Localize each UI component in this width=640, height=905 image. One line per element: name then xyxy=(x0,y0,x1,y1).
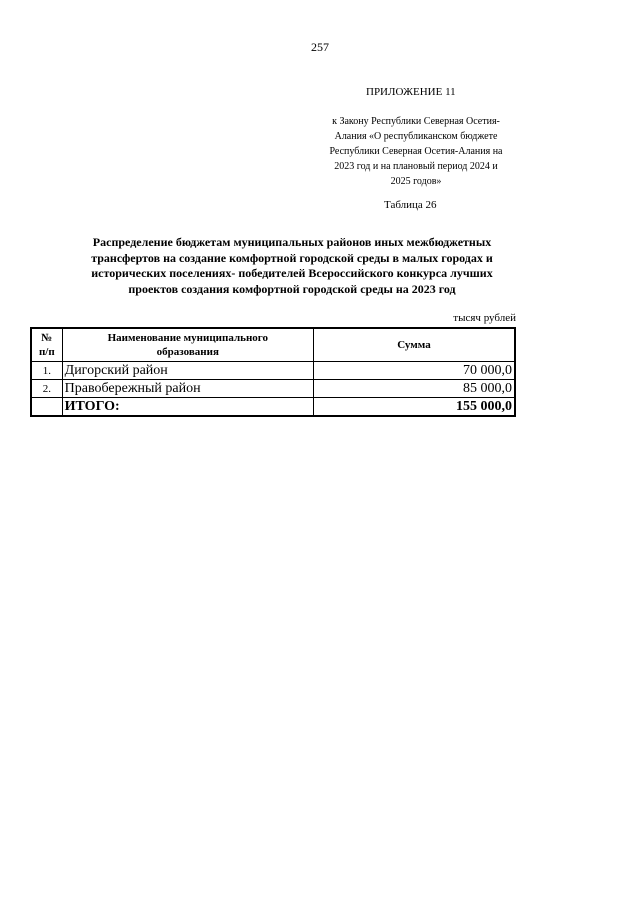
total-number-empty xyxy=(31,398,62,417)
header-municipality xyxy=(62,328,313,362)
appendix-title: ПРИЛОЖЕНИЕ 11 xyxy=(366,86,456,98)
units-label: тысяч рублей xyxy=(453,312,516,324)
row-sum: 85 000,0 xyxy=(313,380,515,398)
page-number: 257 xyxy=(311,40,329,54)
distribution-table xyxy=(30,327,516,417)
document-title-line: проектов создания комфортной городской среды на 2023 год xyxy=(128,281,456,296)
document-title-line: исторических поселениях- победителей Всероссийского конкурса лучших xyxy=(91,266,493,280)
header-municipality-line2: образования xyxy=(156,346,219,358)
header-municipality-line1: Наименование муниципального xyxy=(107,332,269,344)
table-row xyxy=(31,362,515,380)
document-title-line: Распределение бюджетам муниципальных районов иных межбюджетных xyxy=(92,235,492,249)
appendix-reference xyxy=(310,114,522,189)
total-label: ИТОГО: xyxy=(62,398,313,417)
row-number: 2. xyxy=(31,380,62,398)
row-municipality: Дигорский район xyxy=(62,362,313,380)
appendix-reference-line: Алания «О республиканском бюджете xyxy=(334,131,498,142)
document-title-line: трансфертов на создание комфортной городской среды в малых городах и xyxy=(91,250,493,265)
table-number: Таблица 26 xyxy=(384,199,437,211)
header-sum: Сумма xyxy=(313,328,515,362)
total-sum: 155 000,0 xyxy=(313,398,515,417)
appendix-reference-line: Республики Северная Осетия-Алания на xyxy=(329,146,503,157)
total-row xyxy=(31,398,515,417)
row-number: 1. xyxy=(31,362,62,380)
appendix-reference-line: к Закону Республики Северная Осетия- xyxy=(332,116,500,127)
row-municipality: Правобережный район xyxy=(62,380,313,398)
row-sum: 70 000,0 xyxy=(313,362,515,380)
header-number-line2: п/п xyxy=(38,346,55,358)
appendix-reference-line: 2023 год и на плановый период 2024 и xyxy=(334,161,498,172)
table-row xyxy=(31,380,515,398)
table-header-row xyxy=(31,328,515,362)
document-title xyxy=(66,235,518,297)
appendix-reference-line: 2025 годов» xyxy=(390,176,442,187)
header-number xyxy=(31,328,62,362)
header-number-line1: № xyxy=(41,332,53,344)
